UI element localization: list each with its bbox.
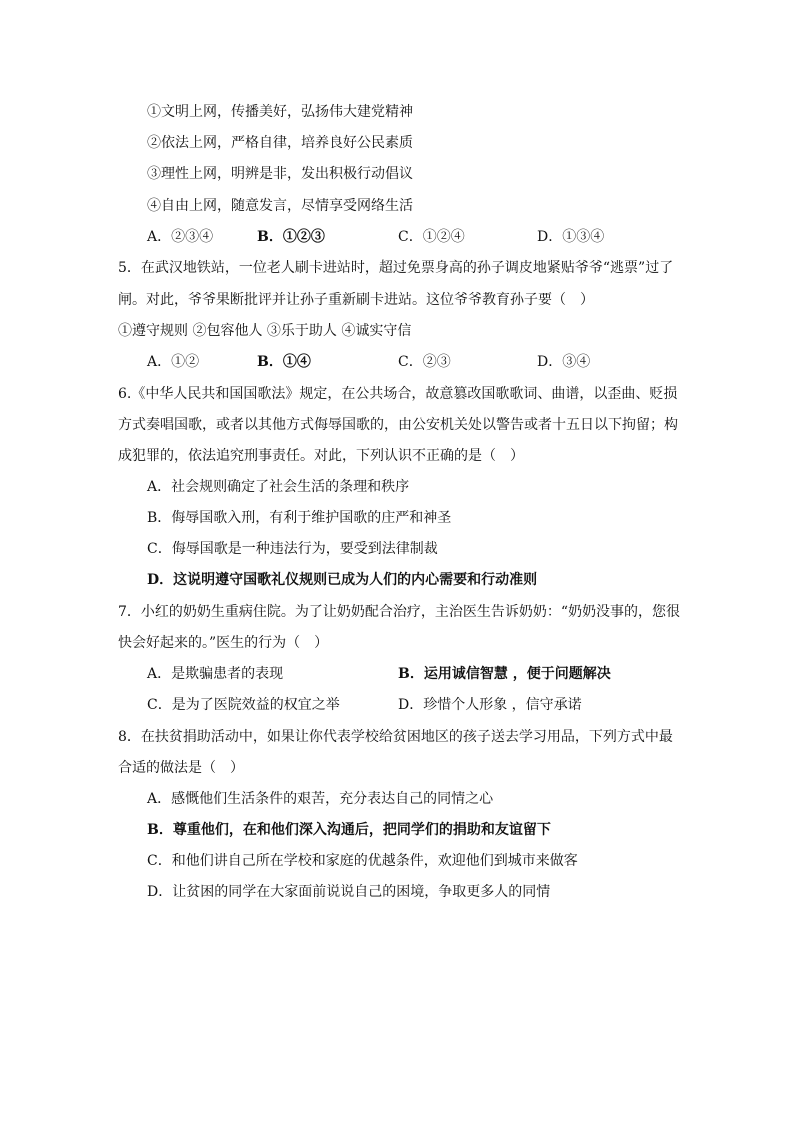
q8-option-b: B．尊重他们，在和他们深入沟通后，把同学们的捐助和友谊留下 — [147, 822, 551, 838]
q4-option-d: D．①③④ — [537, 229, 605, 245]
q8-option-d: D．让贫困的同学在大家面前说说自己的困境，争取更多人的同情 — [147, 884, 551, 900]
q7-option-a: A．是欺骗患者的表现 — [147, 666, 284, 682]
q6-stem-line-1: 6.《中华人民共和国国歌法》规定，在公共场合，故意篡改国歌歌词、曲谱，以歪曲、贬损 — [118, 386, 678, 402]
q5-option-c: C．②③ — [398, 354, 451, 370]
q6-option-b: B．侮辱国歌入刑，有利于维护国歌的庄严和神圣 — [147, 510, 452, 526]
q8-option-c: C．和他们讲自己所在学校和家庭的优越条件，欢迎他们到城市来做客 — [147, 853, 578, 869]
q6-stem-line-2: 方式奏唱国歌，或者以其他方式侮辱国歌的，由公安机关处以警告或者十五日以下拘留；构 — [118, 417, 678, 433]
q6-stem-line-3: 成犯罪的，依法追究刑事责任。对此，下列认识不正确的是（ ） — [118, 448, 524, 464]
q6-option-a: A．社会规则确定了社会生活的条理和秩序 — [147, 479, 410, 495]
q7-stem-line-1: 7．小红的奶奶生重病住院。为了让奶奶配合治疗，主治医生告诉奶奶：“奶奶没事的，您很 — [118, 604, 681, 620]
q7-option-b: B．运用诚信智慧 ，便于问题解决 — [398, 666, 611, 682]
q7-stem-line-2: 快会好起来的。”医生的行为（ ） — [118, 635, 329, 651]
q6-option-d: D．这说明遵守国歌礼仪规则已成为人们的内心需要和行动准则 — [147, 572, 538, 588]
q4-option-c: C．①②④ — [398, 229, 465, 245]
q8-stem-line-2: 合适的做法是（ ） — [118, 760, 244, 776]
q5-stem-line-2: 闸。对此，爷爷果断批评并让孙子重新刷卡进站。这位爷爷教育孙子要（ ） — [118, 292, 594, 308]
q4-option-b: B．①②③ — [257, 229, 325, 245]
q5-stem-line-1: 5．在武汉地铁站，一位老人刷卡进站时，超过免票身高的孙子调皮地紧贴爷爷“逃票”过了 — [118, 260, 674, 276]
q8-stem-line-1: 8．在扶贫捐助活动中，如果让你代表学校给贫困地区的孩子送去学习用品，下列方式中最 — [118, 729, 673, 745]
q4-item-2: ②依法上网，严格自律，培养良好公民素质 — [147, 135, 413, 151]
q7-option-c: C．是为了医院效益的权宜之举 — [147, 697, 340, 713]
q4-item-1: ①文明上网，传播美好，弘扬伟大建党精神 — [147, 104, 413, 120]
q6-option-c: C．侮辱国歌是一种违法行为，要受到法律制裁 — [147, 541, 438, 557]
q5-option-d: D．③④ — [537, 354, 591, 370]
q4-item-3: ③理性上网，明辨是非，发出积极行动倡议 — [147, 166, 413, 182]
q8-option-a: A．感慨他们生活条件的艰苦，充分表达自己的同情之心 — [147, 791, 494, 807]
q5-items: ①遵守规则 ②包容他人 ③乐于助人 ④诚实守信 — [118, 323, 412, 339]
q5-option-b: B．①④ — [257, 354, 311, 370]
q4-item-4: ④自由上网，随意发言，尽情享受网络生活 — [147, 198, 413, 214]
q5-option-a: A．①② — [147, 354, 200, 370]
q4-option-a: A．②③④ — [147, 229, 214, 245]
q7-option-d: D．珍惜个人形象 ，信守承诺 — [398, 697, 582, 713]
